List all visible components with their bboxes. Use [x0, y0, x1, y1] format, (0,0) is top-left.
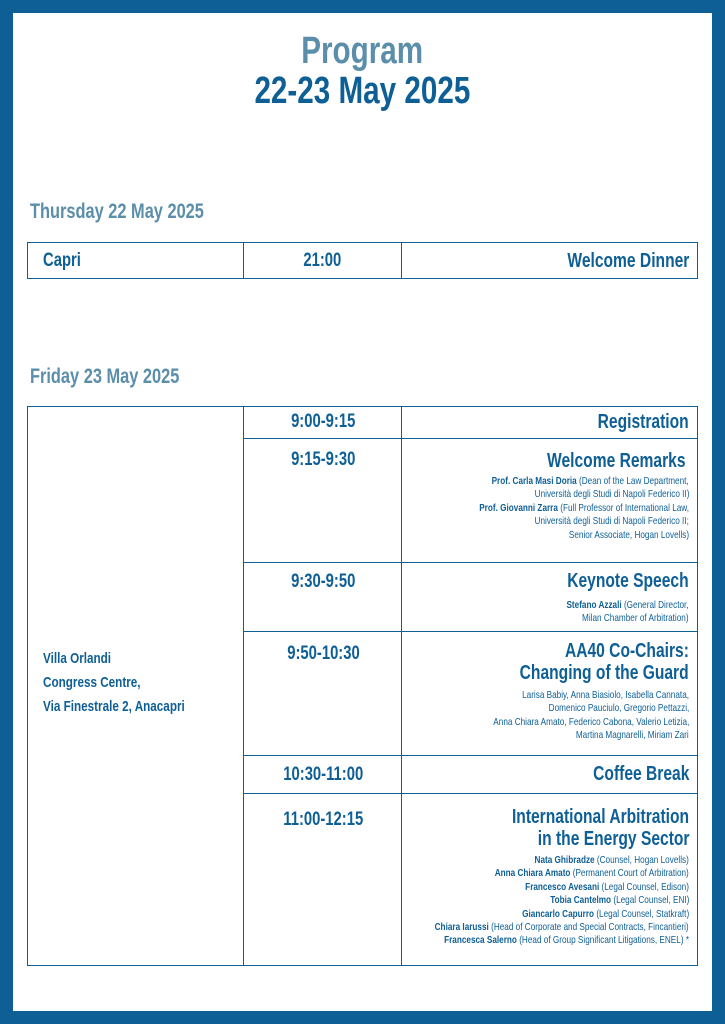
- venue: [43, 647, 225, 719]
- session-title: Welcome Remarks: [546, 450, 685, 472]
- session-time: 9:00-9:15: [290, 411, 356, 432]
- session-title: Registration: [597, 411, 689, 433]
- session-title: AA40 Co-Chairs: Changing of the Guard: [520, 640, 689, 684]
- friday-heading: Friday 23 May 2025: [30, 365, 180, 388]
- session-speakers: Stefano Azzali (General Director, Milan Chamber of Arbitration): [566, 599, 689, 625]
- session-title: Keynote Speech: [567, 570, 689, 592]
- thursday-event: Welcome Dinner: [567, 250, 689, 272]
- session-speakers: Nata Ghibradze (Counsel, Hogan Lovells) Anna Chiara Amato (Permanent Court of Arbitration) Francesco Avesani (Legal Counsel, Edison) Tobia Cantelmo (Legal Counsel, ENI) Giancarlo Capurro (Legal Counsel, Statkraft) Chiara Iarussi (Head of Corporate and Special Contracts, Fincantieri) Francesca Salerno (Head of Group Significant Litigations, ENEL) *: [434, 854, 689, 947]
- session-speakers: Larisa Babiy, Anna Biasiolo, Isabella Cannata, Domenico Pauciulo, Gregorio Pettazzi, Anna Chiara Amato, Federico Cabona, Valerio Letizia, Martina Magnarelli, Miriam Zari: [492, 689, 689, 742]
- friday-table: [27, 406, 698, 966]
- thursday-table: [27, 242, 698, 279]
- venue-line: Villa Orlandi: [43, 650, 112, 667]
- program-title: Program: [301, 30, 424, 72]
- venue-line: Congress Centre,: [43, 674, 141, 691]
- session-time: 11:00-12:15: [283, 809, 363, 830]
- session-time: 9:30-9:50: [290, 571, 356, 592]
- session-title: Coffee Break: [592, 763, 689, 785]
- thursday-heading: Thursday 22 May 2025: [30, 200, 204, 223]
- session-speakers: Prof. Carla Masi Doria (Dean of the Law Department, Università degli Studi di Napoli Federico II) Prof. Giovanni Zarra (Full Professor of International Law, Università degli Studi di Napoli Federico II; Senior Associate, Hogan Lovells): [479, 475, 689, 541]
- session-time: 9:50-10:30: [286, 643, 360, 664]
- venue-line: Via Finestrale 2, Anacapri: [43, 698, 185, 715]
- session-time: 9:15-9:30: [290, 449, 356, 470]
- thursday-place: Capri: [43, 250, 81, 271]
- program-dates: 22-23 May 2025: [254, 70, 471, 112]
- thursday-time: 21:00: [303, 250, 341, 271]
- session-time: 10:30-11:00: [283, 764, 363, 785]
- session-title: International Arbitration in the Energy Sector: [511, 806, 689, 850]
